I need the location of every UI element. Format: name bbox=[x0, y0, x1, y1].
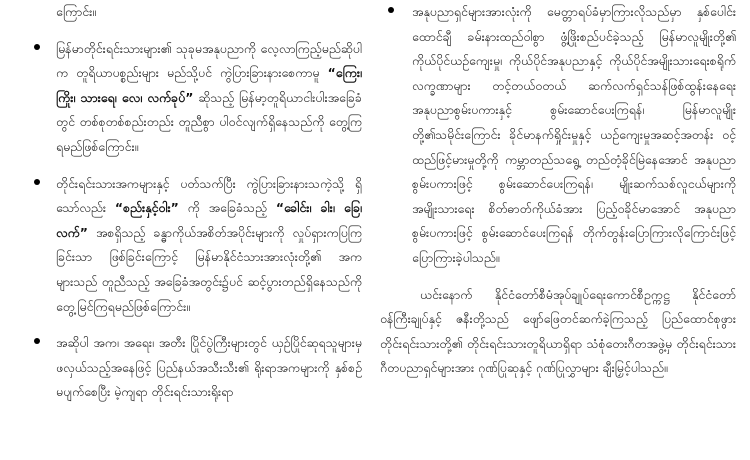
continued-line: ကြောင်း။ bbox=[56, 4, 97, 19]
bullet-paragraph: မြန်မာတိုင်းရင်းသားများ၏ သုခုမအနုပညာကို လေ့လာကြည့်မည်ဆိုပါက တူရိယာပစ္စည်းများ မည်သို့ပင် ကွဲပြားခြားနားစေကာမူ “ကြေး၊ ကြိုး၊ သားရေ၊ လေ၊ လက်ခုပ်” ဆိုသည့် မြန်မာ့တူရိယာငါးပါးအခြေခံတွင် တစ်စုတစ်စည်းတည်း တူညီစွာ ပါဝင်လျက်ရှိနေသည်ကို တွေ့ကြရမည်ဖြစ်ကြောင်း။ bbox=[56, 40, 362, 154]
bullet-icon bbox=[34, 44, 40, 50]
right-column bbox=[380, 0, 736, 381]
bullet-paragraph: တိုင်းရင်းသားအကများနှင့် ပတ်သက်ပြီး ကွဲပြားခြားနားသကဲ့သို့ ရှိသော်လည်း “စည်းနှင့်ဝါး” ကို အခြေခံသည့် “ခေါင်း၊ ခါး၊ ခြေ၊ လက်” အစရှိသည့် ခန္ဓာကိုယ်အစိတ်အပိုင်းများကို လှုပ်ရှားကပြကြခြင်းသာ ဖြစ်ခြင်းကြောင့် မြန်မာနိုင်ငံသားအားလုံးတို့၏ အကများသည် တူညီသည့် အခြေခံအတွင်း၌ပင် ဆင့်ပွားတည်ရှိနေသည်ကို တွေ့မြင်ကြရမည်ဖြစ်ကြောင်း။ bbox=[56, 175, 363, 314]
bullet-paragraph: အဆိုပါ အက၊ အရေး၊ အတီး ပြိုင်ပွဲကြီးများတွင် ယှဉ်ပြိုင်ဆုရသူများမှ ဖလှယ်သည့်အနေဖြင့် ပြည်နယ်အသီးသီး၏ ရိုးရာအကများကို နှစ်စဉ်မပျက်စေပြီး မဲ့ကျရာ တိုင်းရင်းသားရိုးရာ bbox=[56, 335, 362, 400]
bullet-item bbox=[14, 331, 362, 405]
bullet-item bbox=[14, 172, 362, 320]
bullet-paragraph: အနုပညာရှင်များအားလုံးကို မေတ္တာရပ်ခံမှာကြားလိုသည်မှာ နှစ်ပေါင်းထောင်ချီ ခမ်းနားထည်ဝါစွာ ဖွံ့ဖြိုးစည်ပင်ခဲ့သည့် မြန်မာလူမျိုးတို့၏ ကိုယ်ပိုင်ယဉ်ကျေးမှု၊ ကိုယ်ပိုင်အနုပညာနှင့် ကိုယ်ပိုင်အမျိုးသားရေးစရိုက်လက္ခဏာများ တင့်တယ်ဝတယ် ဆက်လက်ရှင်သန်ဖြစ်ထွန်းနေရေး အနုပညာစွမ်းပကားနှင့် စွမ်းဆောင်ပေးကြရန်၊ မြန်မာလူမျိုးတို့၏သမိုင်းကြောင်း ခိုင်မာနက်ရှိုင်းမှုနှင့် ယဉ်ကျေးမှုအဆင့်အတန်း ဝင့်ထည်ဖြင့်မားမှုတို့ကို ကမ္ဘာတည်သရွေ့ တည်တံ့ခိုင်မြဲနေအောင် အနုပညာစွမ်းပကားဖြင့် စွမ်းဆောင်ပေးကြရန်၊ မျိုးဆက်သစ်လူငယ်များကို အမျိုးသားရေး စိတ်ဓာတ်ကိုယ်ခံအား ပြည့်ဝခိုင်မာအောင် အနုပညာစွမ်းပကားဖြင့် စွမ်းဆောင်ပေးကြရန် တိုက်တွန်းပြောကြားလိုကြောင်းဖြင့် ပြောကြားခဲ့ပါသည်။ bbox=[412, 4, 736, 265]
bullet-item bbox=[380, 0, 736, 271]
bold-phrase: “စည်းနှင့်ဝါး” bbox=[114, 200, 179, 216]
bold-phrase: “ခေါင်း၊ ခါး၊ ခြေ၊ လက်” bbox=[56, 200, 363, 240]
bullet-icon bbox=[388, 7, 394, 13]
continued-text bbox=[14, 0, 362, 25]
body-paragraph-block bbox=[380, 283, 736, 381]
bullet-icon bbox=[34, 338, 40, 344]
body-paragraph: ယင်းနောက် နိုင်ငံတော်စီမံအုပ်ချုပ်ရေးကောင်စီဥက္ကဋ္ဌ နိုင်ငံတော်ဝန်ကြီးချုပ်နှင့် ဇနီးတို့သည် ဖျော်ဖြေတင်ဆက်ခဲ့ကြသည့် ပြည်ထောင်စုဖွားတိုင်းရင်းသားတို့၏ တိုင်းရင်းသားတူရိယာရှိရာ သံစုံတေးဂီတအဖွဲ့မှ တိုင်းရင်းသားဂီတပညာရှင်များအား ဂုဏ်ပြုဆုနှင့် ဂုဏ်ပြုလွှာများ ချီးမြှင့်ပါသည်။ bbox=[380, 286, 736, 376]
bullet-item bbox=[14, 37, 362, 160]
bold-phrase: “ကြေး၊ ကြိုး၊ သားရေ၊ လေ၊ လက်ခုပ်” bbox=[56, 65, 362, 105]
bullet-icon bbox=[34, 179, 40, 185]
left-column bbox=[14, 0, 362, 417]
